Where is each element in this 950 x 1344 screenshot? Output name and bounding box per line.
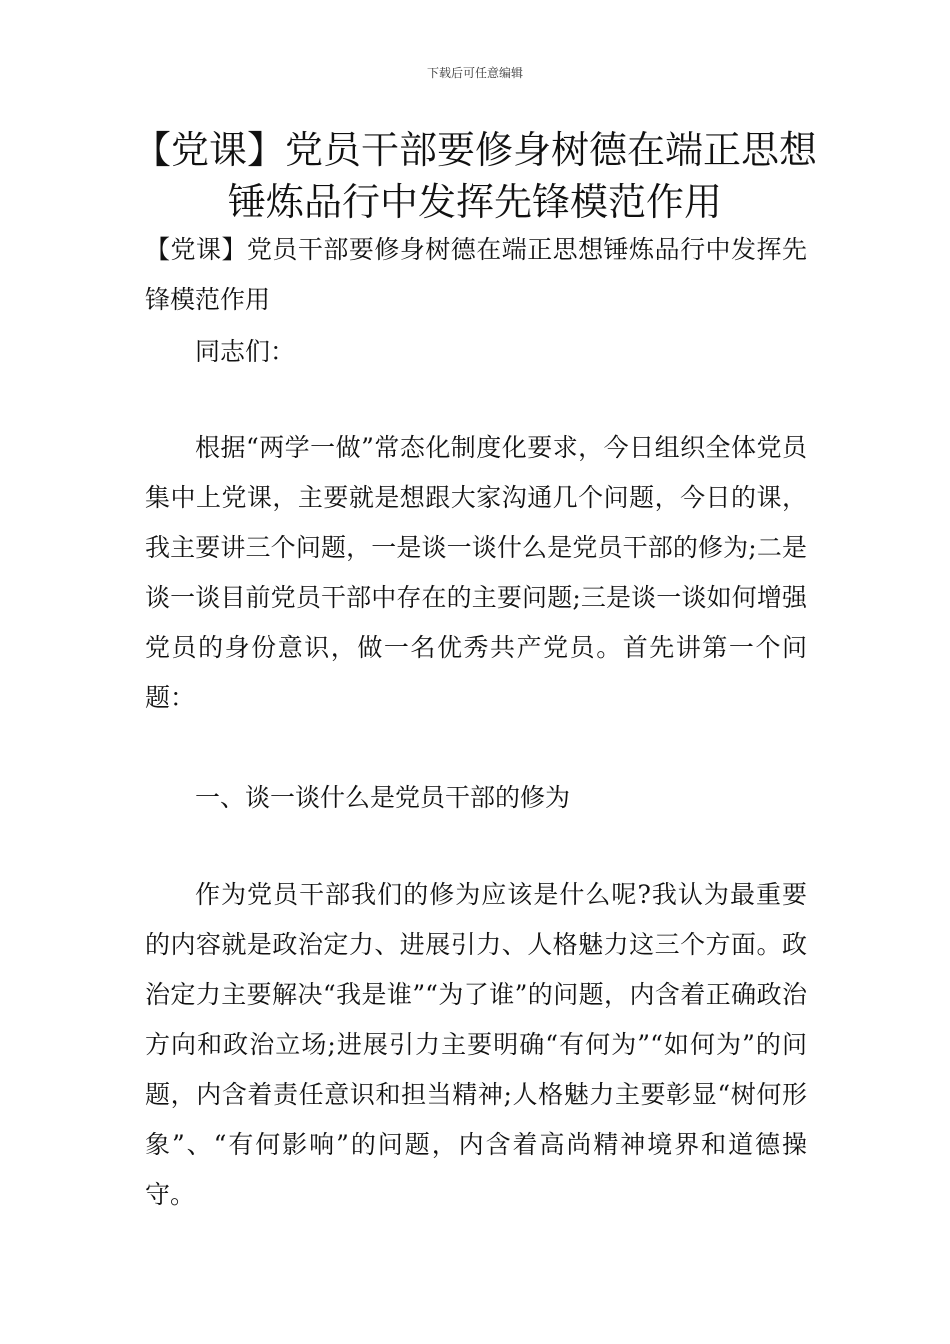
greeting: 同志们： (195, 337, 296, 366)
header-note: 下载后可任意编辑 (426, 66, 523, 80)
section-heading-1: 一、谈一谈什么是党员干部的修为 (195, 783, 571, 812)
paragraph-section-1: 作为党员干部我们的修为应该是什么呢?我认为最重要的内容就是政治定力、进展引力、人格魅力这三个方面。政治定力主要解决“我是谁”“为了谁”的问题，内含着正确政治方向和政治立场;进展引力主要明确“有何为”“如何为”的问题，内含着责任意识和担当精神;人格魅力主要彰显“树何形象”、“有何影响”的问题，内含着高尚精神境界和道德操守。 (145, 880, 807, 1209)
document-title (120, 124, 830, 228)
document-title-line-1: 【党课】党员干部要修身树德在端正思想 (132, 128, 817, 172)
document-subtitle: 【党课】党员干部要修身树德在端正思想锤炼品行中发挥先锋模范作用 (145, 235, 807, 314)
document-title-line-2: 锤炼品行中发挥先锋模范作用 (227, 180, 722, 224)
paragraph-intro: 根据“两学一做”常态化制度化要求，今日组织全体党员集中上党课，主要就是想跟大家沟通几个问题，今日的课，我主要讲三个问题，一是谈一谈什么是党员干部的修为;二是谈一谈目前党员干部中存在的主要问题;三是谈一谈如何增强党员的身份意识，做一名优秀共产党员。首先讲第一个问题： (145, 433, 807, 712)
